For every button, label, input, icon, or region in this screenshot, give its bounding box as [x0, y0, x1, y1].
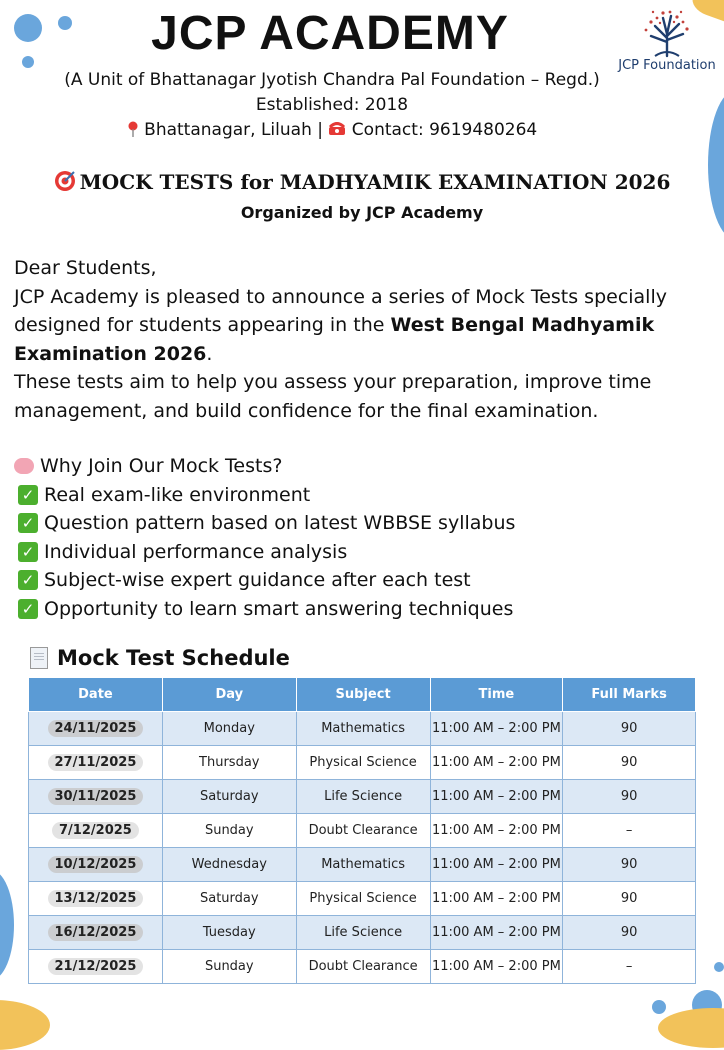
header-subject: Subject	[296, 678, 430, 712]
cell-date	[29, 814, 163, 848]
cell-date	[29, 712, 163, 746]
date-pill: 16/12/2025	[48, 924, 144, 941]
para1-end: .	[206, 342, 213, 365]
decor-blob	[658, 1008, 724, 1048]
para1-bold: West Bengal Madhyamik Examination 2026	[14, 314, 655, 365]
table-row	[29, 780, 696, 814]
cell-subject: Mathematics	[296, 712, 430, 746]
cell-marks: 90	[563, 882, 696, 916]
date-pill: 21/12/2025	[48, 958, 144, 975]
paragraph-1	[14, 283, 704, 369]
paragraph-2: These tests aim to help you assess your preparation, improve time management, and build confidence for the final examination.	[14, 371, 652, 422]
check-icon: ✓	[18, 485, 38, 505]
schedule-table	[28, 677, 696, 984]
check-icon: ✓	[18, 513, 38, 533]
cell-subject: Mathematics	[296, 848, 430, 882]
decor-dot	[652, 1000, 666, 1014]
why-item-text: Real exam-like environment	[44, 483, 311, 506]
cell-marks: –	[563, 814, 696, 848]
table-row	[29, 848, 696, 882]
decor-dot	[714, 962, 724, 972]
cell-marks: 90	[563, 712, 696, 746]
announcement-heading	[0, 170, 724, 197]
why-item-text: Question pattern based on latest WBBSE syllabus	[44, 512, 516, 534]
schedule-title-text: Mock Test Schedule	[57, 646, 290, 670]
why-title	[14, 452, 704, 481]
why-title-text: Why Join Our Mock Tests?	[40, 455, 283, 477]
cell-marks: 90	[563, 916, 696, 950]
heading-text: MOCK TESTS for MADHYAMIK EXAMINATION 2026	[79, 170, 671, 194]
decor-blob	[0, 1000, 50, 1050]
cell-subject: Doubt Clearance	[296, 814, 430, 848]
cell-subject: Life Science	[296, 916, 430, 950]
academy-title: JCP ACADEMY	[151, 7, 509, 60]
cell-time: 11:00 AM – 2:00 PM	[430, 780, 563, 814]
why-item	[14, 566, 704, 595]
cell-date	[29, 916, 163, 950]
cell-subject: Physical Science	[296, 746, 430, 780]
schedule-title	[30, 646, 290, 670]
date-pill: 7/12/2025	[52, 822, 139, 839]
announcement-body	[14, 254, 704, 425]
cell-time: 11:00 AM – 2:00 PM	[430, 712, 563, 746]
cell-time: 11:00 AM – 2:00 PM	[430, 746, 563, 780]
table-row	[29, 814, 696, 848]
header-day: Day	[162, 678, 296, 712]
tree-logo-icon	[637, 8, 697, 58]
cell-date	[29, 780, 163, 814]
table-row	[29, 916, 696, 950]
decor-blob	[0, 870, 14, 980]
cell-time: 11:00 AM – 2:00 PM	[430, 814, 563, 848]
why-item	[14, 481, 704, 510]
why-item-text: Subject-wise expert guidance after each test	[44, 569, 471, 591]
why-item-text: Individual performance analysis	[44, 540, 348, 563]
cell-marks: 90	[563, 848, 696, 882]
table-row	[29, 712, 696, 746]
location-text: Bhattanagar, Liluah	[144, 120, 312, 140]
para1-text: JCP Academy is pleased to announce a series of Mock Tests specially designed for students appearing in the	[14, 285, 667, 336]
target-icon	[54, 170, 76, 197]
date-pill: 24/11/2025	[48, 720, 144, 737]
check-icon: ✓	[18, 570, 38, 590]
contact-text: Contact: 9619480264	[351, 120, 538, 140]
cell-marks: –	[563, 950, 696, 984]
brain-icon	[14, 458, 34, 474]
cell-time: 11:00 AM – 2:00 PM	[430, 882, 563, 916]
cell-marks: 90	[563, 746, 696, 780]
table-row	[29, 882, 696, 916]
cell-day: Monday	[162, 712, 296, 746]
foundation-logo	[614, 8, 720, 73]
cell-time: 11:00 AM – 2:00 PM	[430, 950, 563, 984]
date-pill: 13/12/2025	[48, 890, 144, 907]
cell-day: Tuesday	[162, 916, 296, 950]
cell-day: Saturday	[162, 780, 296, 814]
cell-day: Sunday	[162, 950, 296, 984]
cell-date	[29, 746, 163, 780]
why-section	[14, 452, 704, 623]
why-item	[14, 595, 704, 624]
why-item	[14, 538, 704, 567]
greeting: Dear Students,	[14, 257, 157, 279]
cell-day: Wednesday	[162, 848, 296, 882]
cell-day: Sunday	[162, 814, 296, 848]
why-item-text: Opportunity to learn smart answering techniques	[44, 597, 514, 620]
memo-icon	[30, 647, 48, 669]
cell-day: Saturday	[162, 882, 296, 916]
cell-marks: 90	[563, 780, 696, 814]
cell-subject: Physical Science	[296, 882, 430, 916]
header-full-marks: Full Marks	[563, 678, 696, 712]
table-header-row	[29, 678, 696, 712]
separator: |	[317, 120, 323, 140]
cell-time: 11:00 AM – 2:00 PM	[430, 916, 563, 950]
date-pill: 30/11/2025	[48, 788, 144, 805]
why-item	[14, 509, 704, 538]
header-date: Date	[29, 678, 163, 712]
logo-text: JCP Foundation	[618, 58, 716, 73]
cell-subject: Doubt Clearance	[296, 950, 430, 984]
date-pill: 27/11/2025	[48, 754, 144, 771]
cell-date	[29, 848, 163, 882]
cell-day: Thursday	[162, 746, 296, 780]
established-line: Established: 2018	[255, 95, 409, 115]
cell-date	[29, 882, 163, 916]
cell-time: 11:00 AM – 2:00 PM	[430, 848, 563, 882]
contact-line	[0, 120, 664, 140]
date-pill: 10/12/2025	[48, 856, 144, 873]
table-row	[29, 950, 696, 984]
cell-subject: Life Science	[296, 780, 430, 814]
header-time: Time	[430, 678, 563, 712]
check-icon: ✓	[18, 599, 38, 619]
organized-by: Organized by JCP Academy	[240, 203, 484, 222]
cell-date	[29, 950, 163, 984]
pin-icon	[127, 120, 139, 140]
academy-subtitle: (A Unit of Bhattanagar Jyotish Chandra Pal Foundation – Regd.)	[64, 70, 600, 90]
check-icon: ✓	[18, 542, 38, 562]
phone-icon	[328, 120, 346, 140]
table-row	[29, 746, 696, 780]
